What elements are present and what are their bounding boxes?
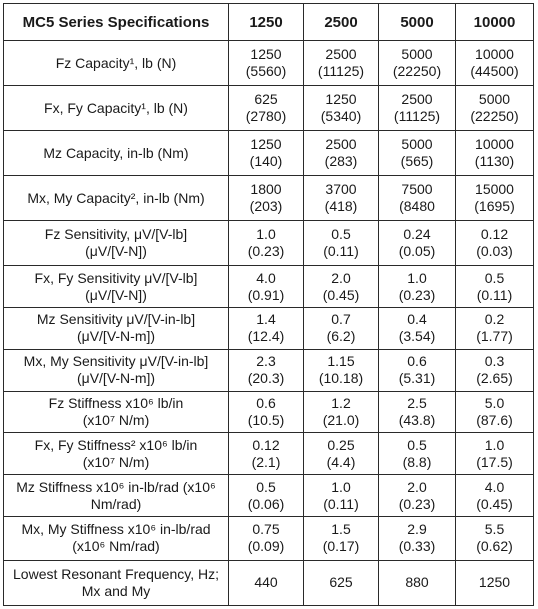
spec-value: 1250 (5340) <box>304 86 379 131</box>
spec-value: 1250 <box>456 560 534 605</box>
spec-value: 440 <box>229 560 304 605</box>
spec-value: 0.5 (0.06) <box>229 475 304 517</box>
spec-value: 1.15 (10.18) <box>304 349 379 391</box>
spec-value: 0.4 (3.54) <box>379 308 456 350</box>
table-row <box>4 86 534 131</box>
header-row <box>4 4 534 41</box>
table-row <box>4 308 534 350</box>
spec-value: 1.5 (0.17) <box>304 516 379 560</box>
table-header <box>4 4 534 41</box>
spec-value: 625 (2780) <box>229 86 304 131</box>
spec-value: 0.7 (6.2) <box>304 308 379 350</box>
spec-value: 1250 (140) <box>229 131 304 176</box>
spec-value: 1.0 (0.23) <box>229 221 304 266</box>
table-row <box>4 131 534 176</box>
header-title: MC5 Series Specifications <box>4 4 229 41</box>
table-row <box>4 391 534 433</box>
spec-value: 625 <box>304 560 379 605</box>
table-row <box>4 266 534 308</box>
spec-value: 3700 (418) <box>304 176 379 221</box>
spec-value: 2.5 (43.8) <box>379 391 456 433</box>
header-model-10000: 10000 <box>456 4 534 41</box>
spec-value: 1.0 (0.23) <box>379 266 456 308</box>
spec-value: 2.0 (0.23) <box>379 475 456 517</box>
header-model-1250: 1250 <box>229 4 304 41</box>
spec-value: 0.2 (1.77) <box>456 308 534 350</box>
spec-value: 5000 (565) <box>379 131 456 176</box>
table-body <box>4 41 534 606</box>
spec-label: Mz Capacity, in-lb (Nm) <box>4 131 229 176</box>
table-row <box>4 560 534 605</box>
spec-value: 4.0 (0.45) <box>456 475 534 517</box>
table-row <box>4 516 534 560</box>
spec-value: 5000 (22250) <box>379 41 456 86</box>
spec-value: 2500 (11125) <box>304 41 379 86</box>
spec-label: Mz Sensitivity μV/[V-in-lb] (μV/[V-N-m]) <box>4 308 229 350</box>
table-row <box>4 475 534 517</box>
spec-label: Fz Capacity¹, lb (N) <box>4 41 229 86</box>
spec-value: 0.3 (2.65) <box>456 349 534 391</box>
spec-value: 0.6 (5.31) <box>379 349 456 391</box>
spec-value: 880 <box>379 560 456 605</box>
spec-label: Fx, Fy Stiffness² x10⁶ lb/in (x10⁷ N/m) <box>4 433 229 475</box>
spec-value: 0.25 (4.4) <box>304 433 379 475</box>
table-row <box>4 221 534 266</box>
header-model-2500: 2500 <box>304 4 379 41</box>
spec-value: 1800 (203) <box>229 176 304 221</box>
spec-value: 5000 (22250) <box>456 86 534 131</box>
spec-value: 1.0 (0.11) <box>304 475 379 517</box>
spec-value: 0.12 (2.1) <box>229 433 304 475</box>
spec-value: 1.2 (21.0) <box>304 391 379 433</box>
spec-value: 4.0 (0.91) <box>229 266 304 308</box>
spec-value: 2.3 (20.3) <box>229 349 304 391</box>
spec-value: 1250 (5560) <box>229 41 304 86</box>
spec-label: Fx, Fy Sensitivity μV/[V-lb] (μV/[V-N]) <box>4 266 229 308</box>
spec-label: Fx, Fy Capacity¹, lb (N) <box>4 86 229 131</box>
spec-label: Lowest Resonant Frequency, Hz; Mx and My <box>4 560 229 605</box>
spec-value: 7500 (8480 <box>379 176 456 221</box>
spec-label: Mx, My Sensitivity μV/[V-in-lb] (μV/[V-N-m]) <box>4 349 229 391</box>
spec-label: Mx, My Stiffness x10⁶ in-lb/rad (x10⁶ Nm/rad) <box>4 516 229 560</box>
header-model-5000: 5000 <box>379 4 456 41</box>
spec-value: 2500 (283) <box>304 131 379 176</box>
table-row <box>4 349 534 391</box>
table-row <box>4 433 534 475</box>
spec-value: 15000 (1695) <box>456 176 534 221</box>
spec-value: 2.0 (0.45) <box>304 266 379 308</box>
spec-label: Fz Sensitivity, μV/[V-lb] (μV/[V-N]) <box>4 221 229 266</box>
table-row <box>4 176 534 221</box>
spec-value: 1.0 (17.5) <box>456 433 534 475</box>
spec-value: 0.6 (10.5) <box>229 391 304 433</box>
spec-value: 5.5 (0.62) <box>456 516 534 560</box>
spec-value: 2500 (11125) <box>379 86 456 131</box>
spec-value: 1.4 (12.4) <box>229 308 304 350</box>
spec-value: 0.24 (0.05) <box>379 221 456 266</box>
spec-value: 0.12 (0.03) <box>456 221 534 266</box>
spec-value: 0.5 (8.8) <box>379 433 456 475</box>
table-row <box>4 41 534 86</box>
spec-value: 0.5 (0.11) <box>456 266 534 308</box>
spec-value: 0.75 (0.09) <box>229 516 304 560</box>
spec-value: 0.5 (0.11) <box>304 221 379 266</box>
spec-table <box>3 3 534 606</box>
spec-value: 10000 (1130) <box>456 131 534 176</box>
spec-label: Mz Stiffness x10⁶ in-lb/rad (x10⁶ Nm/rad) <box>4 475 229 517</box>
spec-value: 5.0 (87.6) <box>456 391 534 433</box>
spec-label: Mx, My Capacity², in-lb (Nm) <box>4 176 229 221</box>
spec-value: 2.9 (0.33) <box>379 516 456 560</box>
spec-value: 10000 (44500) <box>456 41 534 86</box>
spec-label: Fz Stiffness x10⁶ lb/in (x10⁷ N/m) <box>4 391 229 433</box>
